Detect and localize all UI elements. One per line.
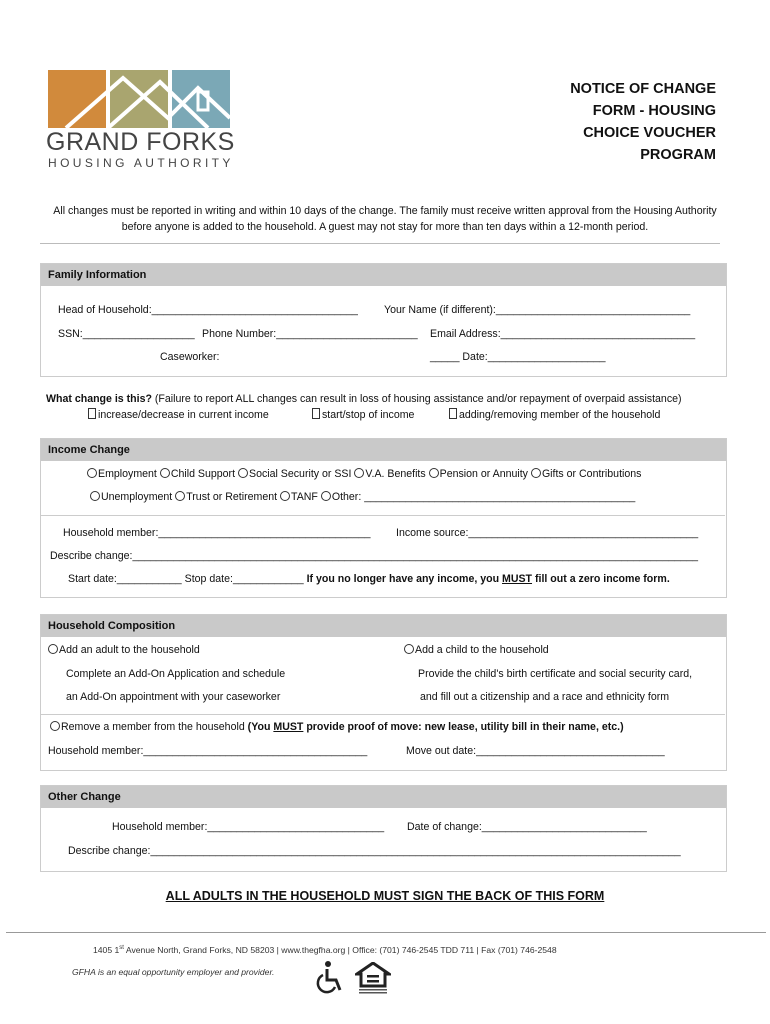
income-describe-field[interactable]: Describe change:________________________________________________________________________________________________ [50, 550, 699, 562]
change-option-member[interactable]: adding/removing member of the household [449, 408, 660, 421]
change-option-income[interactable]: increase/decrease in current income [88, 408, 269, 421]
radio-gifts[interactable]: Gifts or Contributions [531, 468, 642, 480]
income-dates-row: Start date:___________ Stop date:____________ If you no longer have any income, you MUST fill out a zero income form. [68, 573, 670, 585]
checkbox-icon[interactable] [312, 408, 320, 419]
other-household-member-field[interactable]: Household member:______________________________ [112, 821, 385, 833]
checkbox-icon[interactable] [449, 408, 457, 419]
radio-va-benefits[interactable]: V.A. Benefits [354, 468, 425, 480]
income-type-row-2 [90, 491, 635, 503]
footer-contact: 1405 1st Avenue North, Grand Forks, ND 58203 | www.thegfha.org | Office: (701) 746-2545 TDD 711 | Fax (701) 746-2548 [93, 945, 557, 955]
date-of-change-field[interactable]: Date of change:____________________________ [407, 821, 647, 833]
section-heading: Household Composition [41, 615, 726, 637]
radio-add-adult[interactable]: Add an adult to the household [48, 644, 200, 656]
radio-social-security[interactable]: Social Security or SSI [238, 468, 351, 480]
date-field[interactable]: _____ Date:____________________ [430, 351, 606, 363]
radio-employment[interactable]: Employment [87, 468, 157, 480]
add-adult-instructions-1: Complete an Add-On Application and schedule [66, 668, 286, 680]
form-title: NOTICE OF CHANGE FORM - HOUSING CHOICE VOUCHER PROGRAM [570, 81, 716, 163]
add-child-instructions-1: Provide the child's birth certificate and social security card, [418, 668, 693, 680]
brand-subtitle: HOUSING AUTHORITY [48, 156, 234, 170]
roofline-icon [48, 70, 230, 128]
add-child-instructions-2: and fill out a citizenship and a race and ethnicity form [420, 691, 670, 703]
caseworker-field[interactable]: Caseworker: [160, 351, 220, 363]
stop-date-field[interactable]: Stop date:____________ [184, 573, 304, 585]
radio-remove-member[interactable]: Remove a member from the household (You MUST provide proof of move: new lease, utility bill in their name, etc.) [50, 721, 624, 733]
brand-name: GRAND FORKS [46, 128, 235, 156]
email-field[interactable]: Email Address:_________________________________ [430, 328, 696, 340]
radio-other[interactable]: Other: ______________________________________________ [321, 491, 635, 503]
divider [40, 714, 725, 715]
intro-text: All changes must be reported in writing and within 10 days of the change. The family must receive written approval from the Housing Authority before anyone is added to the household. A guest may not stay for more than ten days within a 12-month period. [53, 205, 717, 233]
head-of-household-field[interactable]: Head of Household:___________________________________ [58, 304, 358, 316]
section-heading: Income Change [41, 439, 726, 461]
change-option-start-stop[interactable]: start/stop of income [312, 408, 414, 421]
radio-unemployment[interactable]: Unemployment [90, 491, 172, 503]
checkbox-icon[interactable] [88, 408, 96, 419]
divider [40, 243, 720, 244]
divider [40, 515, 725, 516]
income-household-member-field[interactable]: Household member:____________________________________ [63, 527, 371, 539]
composition-household-member-field[interactable]: Household member:______________________________________ [48, 745, 368, 757]
what-change-question: What change is this? (Failure to report ALL changes can result in loss of housing assistance and/or repayment of overpaid assistance) [46, 393, 682, 405]
equal-housing-icon [355, 962, 391, 996]
ssn-field[interactable]: SSN:___________________ [58, 328, 195, 340]
add-adult-instructions-2: an Add-On appointment with your caseworker [66, 691, 281, 703]
sign-back-notice: ALL ADULTS IN THE HOUSEHOLD MUST SIGN THE BACK OF THIS FORM [165, 889, 605, 903]
wheelchair-icon [314, 960, 344, 996]
section-heading: Family Information [41, 264, 726, 286]
move-out-date-field[interactable]: Move out date:________________________________ [406, 745, 665, 757]
start-date-field[interactable]: Start date:___________ [68, 573, 182, 585]
radio-tanf[interactable]: TANF [280, 491, 318, 503]
logo [48, 70, 230, 128]
radio-trust-retirement[interactable]: Trust or Retirement [175, 491, 277, 503]
radio-add-child[interactable]: Add a child to the household [404, 644, 549, 656]
radio-child-support[interactable]: Child Support [160, 468, 235, 480]
section-heading: Other Change [41, 786, 726, 808]
your-name-field[interactable]: Your Name (if different):_________________________________ [384, 304, 691, 316]
footer-divider [6, 932, 766, 933]
family-information-section [40, 263, 727, 377]
phone-field[interactable]: Phone Number:________________________ [202, 328, 418, 340]
other-describe-field[interactable]: Describe change:__________________________________________________________________________________________ [68, 845, 681, 857]
radio-pension[interactable]: Pension or Annuity [429, 468, 528, 480]
income-source-field[interactable]: Income source:_______________________________________ [396, 527, 699, 539]
equal-opportunity-statement: GFHA is an equal opportunity employer and provider. [72, 967, 275, 977]
income-type-row-1 [87, 468, 641, 480]
